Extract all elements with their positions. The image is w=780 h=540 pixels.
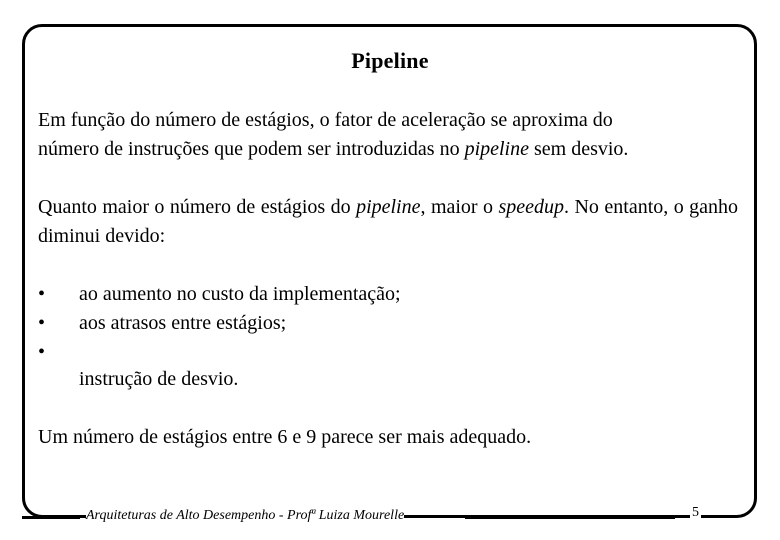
- footer-corner-mask: [700, 518, 757, 526]
- pipeline-term: pipeline: [464, 138, 529, 160]
- paragraph-text: , maior o: [420, 196, 499, 218]
- bullet-icon: •: [38, 283, 46, 305]
- paragraph-text: . No entanto, o ganho diminui devido:: [38, 196, 739, 247]
- bullet-text: aos atrasos entre estágios;: [79, 312, 287, 334]
- list-item: [38, 280, 738, 309]
- footer-rule-left: [22, 516, 80, 519]
- paragraph-speedup-intro: [38, 106, 738, 164]
- footer-credit: Arquiteturas de Alto Desempenho - Profª Luiza Mourelle: [86, 508, 405, 523]
- pipeline-term: pipeline: [356, 196, 421, 218]
- paragraph-conclusion: Um número de estágios entre 6 e 9 parece ser mais adequado.: [38, 426, 532, 448]
- footer-rule-right: [465, 516, 675, 519]
- bullet-list: [38, 280, 738, 390]
- paragraph-text: sem desvio.: [529, 138, 629, 160]
- slide-title: Pipeline: [351, 48, 429, 73]
- paragraph-text: número de instruções que podem ser introduzidas no: [38, 138, 465, 160]
- bullet-icon: •: [38, 312, 46, 334]
- list-item: [38, 338, 738, 390]
- paragraph-text: Quanto maior o número de estágios do: [38, 196, 357, 218]
- bullet-icon: •: [38, 341, 46, 363]
- list-item: [38, 309, 738, 338]
- paragraph-stages-gain: [38, 193, 738, 251]
- paragraph-text: Em função do número de estágios, o fator de aceleração se aproxima do: [38, 109, 613, 131]
- page-number: 5: [692, 505, 699, 520]
- speedup-term: speedup: [498, 196, 565, 218]
- bullet-text: ao aumento no custo da implementação;: [79, 283, 401, 305]
- bullet-text: instrução de desvio.: [79, 368, 239, 390]
